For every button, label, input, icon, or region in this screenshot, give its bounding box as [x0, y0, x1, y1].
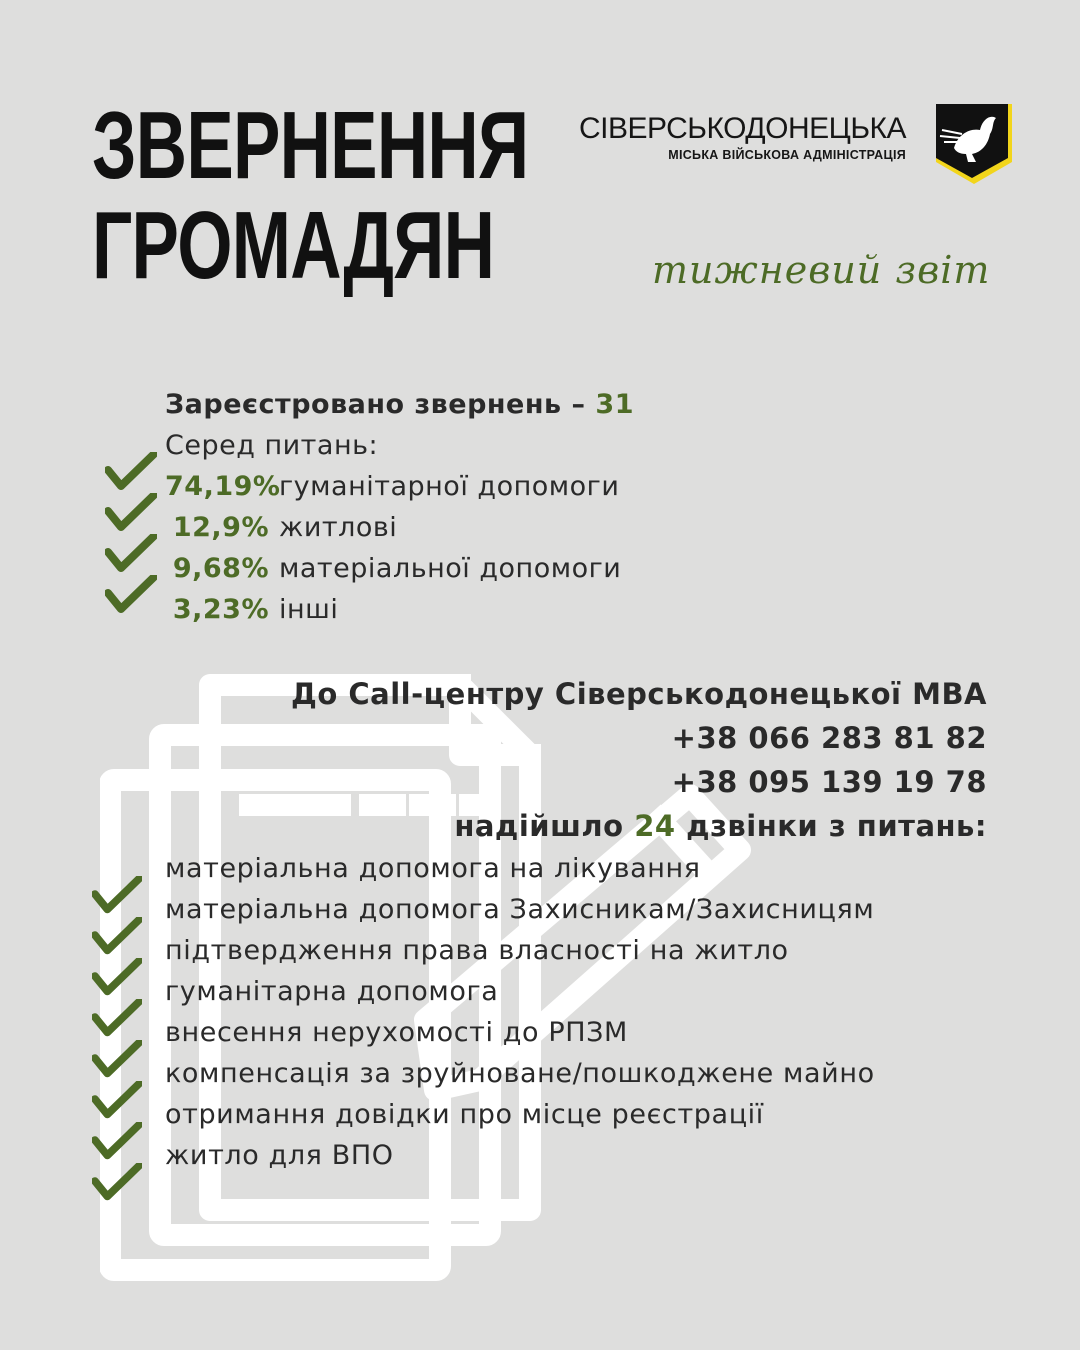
stat-item: [165, 466, 634, 507]
call-center-block: [291, 672, 987, 848]
list-item: житло для ВПО: [165, 1140, 394, 1171]
among-label: Серед питань:: [165, 430, 379, 461]
stat-label: житлові: [279, 512, 398, 543]
administration-logo: [552, 104, 1012, 184]
checkmark-icon: [92, 1122, 142, 1160]
calls-received-line: [291, 804, 987, 848]
list-item: гуманітарна допомога: [165, 976, 499, 1007]
stat-label: матеріальної допомоги: [279, 553, 622, 584]
topics-checkmarks: [92, 876, 144, 1204]
phone-number-2: +38 095 139 19 78: [671, 765, 987, 799]
checkmark-icon: [92, 999, 142, 1037]
list-item: внесення нерухомості до РПЗМ: [165, 1017, 628, 1048]
call-center-heading: До Call-центру Сіверськодонецької МВА: [291, 677, 987, 711]
list-item: підтвердження права власності на житло: [165, 935, 789, 966]
list-item: матеріальна допомога на лікування: [165, 853, 701, 884]
stats-block: [165, 384, 634, 630]
checkmark-icon: [92, 917, 142, 955]
stat-item: [165, 589, 634, 630]
registered-line: [165, 384, 634, 425]
stat-percent: 3,23%: [172, 594, 269, 625]
stat-label: інші: [279, 594, 339, 625]
page-title: [92, 92, 529, 299]
registered-count: 31: [595, 389, 634, 420]
checkmark-icon: [92, 958, 142, 996]
calls-suffix: дзвінки з питань:: [675, 809, 987, 843]
checkmark-icon: [92, 1163, 142, 1201]
logo-subtitle: МІСЬКА ВІЙСЬКОВА АДМІНІСТРАЦІЯ: [668, 148, 906, 162]
checkmark-icon: [92, 876, 142, 914]
registered-label: Зареєстровано звернень –: [165, 389, 596, 420]
checkmark-icon: [92, 1081, 142, 1119]
title-line-1: ЗВЕРНЕННЯ: [92, 92, 529, 199]
weekly-report-label: тижневий звіт: [652, 248, 991, 292]
list-item: матеріальна допомога Захисникам/Захисницям: [165, 894, 875, 925]
stat-percent: 12,9%: [172, 512, 269, 543]
calls-prefix: надійшло: [454, 809, 635, 843]
checkmark-icon: [92, 1040, 142, 1078]
list-item: компенсація за зруйноване/пошкоджене майно: [165, 1058, 875, 1089]
stat-item: [165, 548, 634, 589]
city-emblem-icon: [932, 104, 1012, 184]
phone-number-1: +38 066 283 81 82: [671, 721, 987, 755]
calls-count: 24: [634, 809, 676, 843]
logo-name: СІВЕРСЬКОДОНЕЦЬКА: [578, 112, 906, 145]
stat-label: гуманітарної допомоги: [279, 471, 620, 502]
checkmark-icon: [105, 534, 157, 572]
checkmark-icon: [105, 575, 157, 613]
list-item: отримання довідки про місце реєстрації: [165, 1099, 764, 1130]
stat-percent: 9,68%: [172, 553, 269, 584]
checkmark-icon: [105, 452, 157, 490]
stat-item: [165, 507, 634, 548]
title-line-2: ГРОМАДЯН: [92, 192, 495, 299]
stats-checkmarks: [105, 452, 157, 616]
stat-percent: 74,19%: [165, 471, 281, 502]
topics-list: [165, 848, 875, 1176]
checkmark-icon: [105, 493, 157, 531]
